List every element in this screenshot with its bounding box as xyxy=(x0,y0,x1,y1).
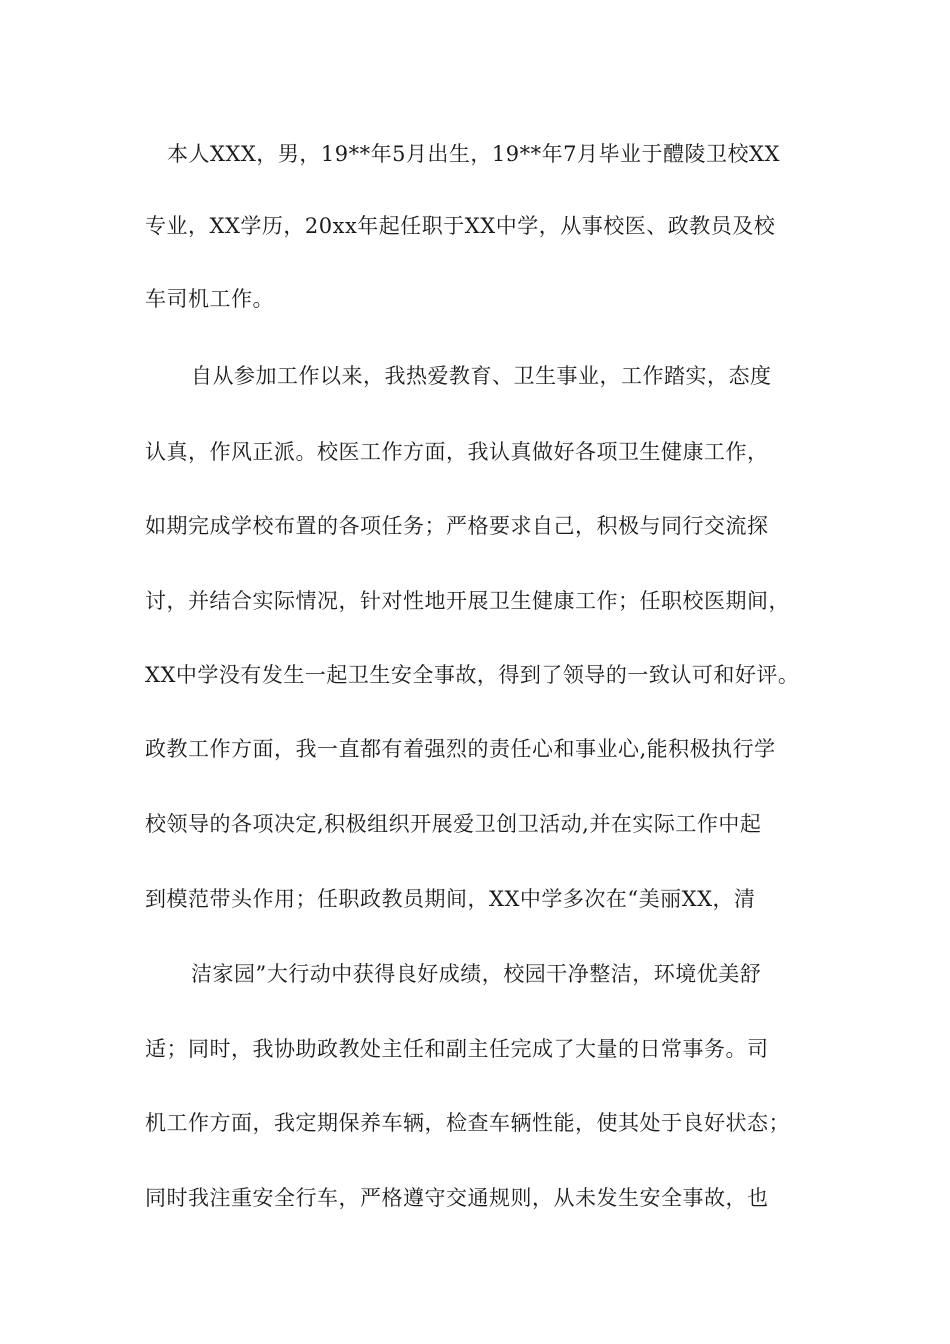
text-line: 专业，XX学历，20xx年起任职于XX中学，从事校医、政教员及校 xyxy=(145,214,776,238)
text-line: 讨，并结合实际情况，针对性地开展卫生健康工作；任职校医期间， xyxy=(145,589,790,613)
text-line: 机工作方面，我定期保养车辆，检查车辆性能，使其处于良好状态； xyxy=(145,1111,790,1135)
text-line: 车司机工作。 xyxy=(145,287,274,311)
text-line: 到模范带头作用；任职政教员期间，XX中学多次在“美丽XX，清 xyxy=(145,887,756,911)
text-line: XX中学没有发生一起卫生安全事故，得到了领导的一致认可和好评。 xyxy=(145,663,800,687)
text-line: 校领导的各项决定,积极组织开展爱卫创卫活动,并在实际工作中起 xyxy=(145,812,762,836)
text-line: 政教工作方面，我一直都有着强烈的责任心和事业心,能积极执行学 xyxy=(145,737,776,761)
text-line: 适；同时，我协助政教处主任和副主任完成了大量的日常事务。司 xyxy=(145,1037,769,1061)
text-line: 洁家园”大行动中获得良好成绩，校园干净整洁，环境优美舒 xyxy=(191,962,762,986)
text-line: 如期完成学校布置的各项任务；严格要求自己，积极与同行交流探 xyxy=(145,514,769,538)
text-line: 同时我注重安全行车，严格遵守交通规则，从未发生安全事故，也 xyxy=(145,1186,769,1210)
text-line: 自从参加工作以来，我热爱教育、卫生事业，工作踏实，态度 xyxy=(191,364,772,388)
text-line: 本人XXX，男，19**年5月出生，19**年7月毕业于醴陵卫校XX xyxy=(167,142,780,166)
text-line: 认真，作风正派。校医工作方面，我认真做好各项卫生健康工作， xyxy=(145,440,769,464)
